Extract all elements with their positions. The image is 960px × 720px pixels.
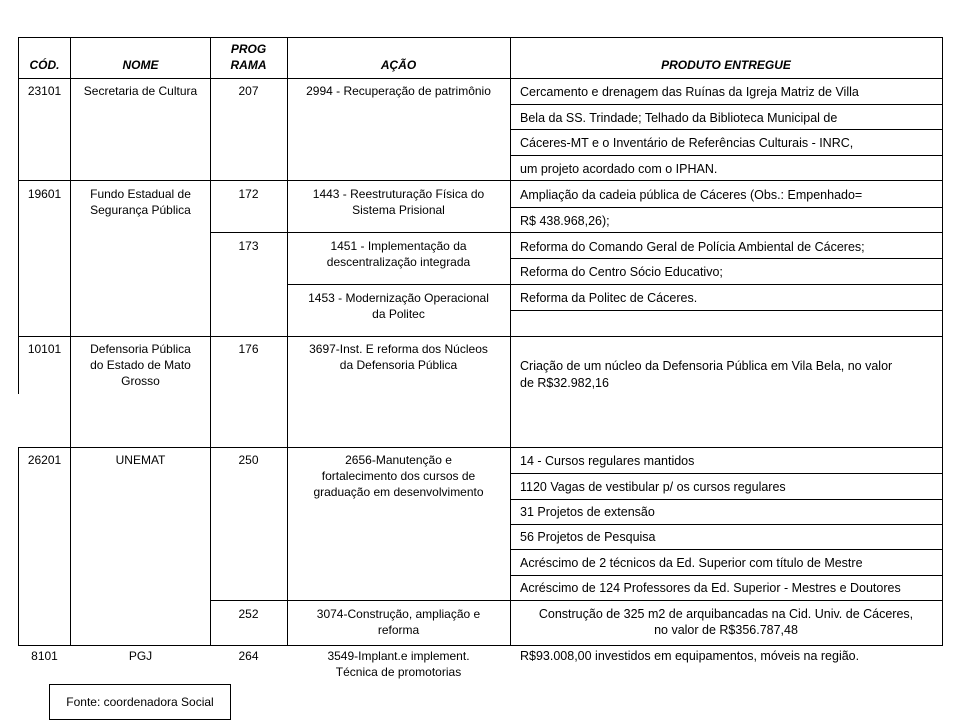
cell-acao-line: Sistema Prisional bbox=[352, 203, 445, 217]
cell-cod: 26201 bbox=[27, 453, 62, 467]
cell-acao bbox=[287, 186, 510, 218]
grid-line bbox=[510, 310, 943, 311]
cell-acao-line: 3549-Implant.e implement. bbox=[327, 649, 470, 663]
cell-nome-line: Defensoria Pública bbox=[90, 342, 191, 356]
cell-acao bbox=[287, 290, 510, 322]
grid-line bbox=[510, 207, 943, 208]
cell-nome: Secretaria de Cultura bbox=[83, 84, 198, 98]
cell-programa: 207 bbox=[238, 84, 259, 98]
cell-acao: 2994 - Recuperação de patrimônio bbox=[306, 84, 491, 98]
cell-nome: UNEMAT bbox=[115, 453, 166, 467]
cell-produto: R$ 438.968,26); bbox=[520, 214, 610, 228]
cell-nome: PGJ bbox=[128, 649, 153, 663]
cell-nome bbox=[70, 186, 211, 218]
cell-acao-line: Técnica de promotorias bbox=[335, 665, 462, 679]
cell-acao bbox=[287, 238, 510, 270]
cell-nome bbox=[70, 341, 211, 389]
grid-line bbox=[510, 104, 943, 105]
cell-acao bbox=[287, 606, 510, 638]
cell-cod: 19601 bbox=[27, 187, 62, 201]
cell-produto: 56 Projetos de Pesquisa bbox=[520, 530, 656, 544]
cell-programa: 264 bbox=[238, 649, 259, 663]
cell-produto: Acréscimo de 124 Professores da Ed. Superior - Mestres e Doutores bbox=[520, 581, 901, 595]
cell-programa: 252 bbox=[238, 607, 259, 621]
cell-produto: R$93.008,00 investidos em equipamentos, móveis na região. bbox=[520, 649, 860, 663]
grid-line bbox=[18, 336, 943, 337]
header-programa-line: RAMA bbox=[230, 58, 267, 72]
cell-acao-line: da Defensoria Pública bbox=[339, 358, 458, 372]
cell-acao-line: reforma bbox=[377, 623, 420, 637]
grid-line bbox=[287, 284, 943, 285]
cell-acao-line: graduação em desenvolvimento bbox=[313, 485, 484, 499]
cell-produto: Bela da SS. Trindade; Telhado da Biblioteca Municipal de bbox=[520, 111, 838, 125]
grid-line bbox=[510, 473, 943, 474]
cell-produto: Cercamento e drenagem das Ruínas da Igreja Matriz de Villa bbox=[520, 85, 859, 99]
header-acao: AÇÃO bbox=[380, 58, 417, 72]
cell-programa: 173 bbox=[238, 239, 259, 253]
cell-produto-line: Construção de 325 m2 de arquibancadas na Cid. Univ. de Cáceres, bbox=[538, 607, 914, 621]
cell-acao-line: 3697-Inst. E reforma dos Núcleos bbox=[309, 342, 488, 356]
grid-line bbox=[210, 600, 943, 601]
header-produto: PRODUTO ENTREGUE bbox=[661, 58, 791, 72]
cell-cod: 8101 bbox=[31, 649, 58, 663]
cell-programa: 250 bbox=[238, 453, 259, 467]
cell-produto: Reforma do Comando Geral de Polícia Ambiental de Cáceres; bbox=[520, 240, 865, 254]
cell-produto: Reforma da Politec de Cáceres. bbox=[520, 291, 698, 305]
cell-produto: de R$32.982,16 bbox=[520, 376, 609, 390]
grid-line bbox=[510, 549, 943, 550]
cell-produto: 14 - Cursos regulares mantidos bbox=[520, 454, 695, 468]
header-nome: NOME bbox=[122, 58, 159, 72]
cell-cod: 23101 bbox=[27, 84, 62, 98]
cell-acao bbox=[287, 452, 510, 500]
header-cod: CÓD. bbox=[29, 58, 60, 72]
cell-produto: Ampliação da cadeia pública de Cáceres (Obs.: Empenhado= bbox=[520, 188, 863, 202]
cell-cod: 10101 bbox=[27, 342, 62, 356]
grid-line bbox=[510, 258, 943, 259]
cell-produto: um projeto acordado com o IPHAN. bbox=[520, 162, 718, 176]
cell-produto: Reforma do Centro Sócio Educativo; bbox=[520, 265, 723, 279]
grid-line bbox=[510, 155, 943, 156]
cell-acao-line: 2656-Manutenção e bbox=[345, 453, 452, 467]
cell-acao-line: descentralização integrada bbox=[326, 255, 471, 269]
cell-produto-line: no valor de R$356.787,48 bbox=[654, 623, 798, 637]
grid-line bbox=[18, 447, 943, 448]
grid-line bbox=[510, 499, 943, 500]
cell-produto: Criação de um núcleo da Defensoria Pública em Vila Bela, no valor bbox=[520, 359, 893, 373]
cell-nome-line: do Estado de Mato bbox=[90, 358, 191, 372]
cell-acao-line: da Politec bbox=[372, 307, 425, 321]
cell-acao-line: 3074-Construção, ampliação e bbox=[316, 607, 481, 621]
header-programa bbox=[210, 41, 287, 73]
cell-programa: 176 bbox=[238, 342, 259, 356]
cell-acao-line: 1451 - Implementação da bbox=[330, 239, 467, 253]
header-programa-line: PROG bbox=[230, 42, 267, 56]
cell-produto: 31 Projetos de extensão bbox=[520, 505, 655, 519]
cell-nome-line: Segurança Pública bbox=[90, 203, 191, 217]
grid-line bbox=[18, 37, 943, 38]
cell-produto bbox=[510, 606, 942, 638]
source-note: Fonte: coordenadora Social bbox=[49, 684, 231, 720]
cell-acao bbox=[287, 341, 510, 373]
cell-acao-line: fortalecimento dos cursos de bbox=[321, 469, 476, 483]
grid-line bbox=[510, 575, 943, 576]
grid-line bbox=[510, 524, 943, 525]
cell-nome-line: Fundo Estadual de bbox=[90, 187, 191, 201]
cell-nome-line: Grosso bbox=[121, 374, 160, 388]
grid-line bbox=[18, 447, 19, 645]
cell-acao bbox=[287, 648, 510, 680]
cell-programa: 172 bbox=[238, 187, 259, 201]
cell-acao-line: 1453 - Modernização Operacional bbox=[308, 291, 489, 305]
grid-line bbox=[18, 180, 943, 181]
cell-produto: Acréscimo de 2 técnicos da Ed. Superior com título de Mestre bbox=[520, 556, 863, 570]
grid-line bbox=[210, 232, 943, 233]
grid-line bbox=[18, 645, 943, 646]
cell-produto: 1120 Vagas de vestibular p/ os cursos regulares bbox=[520, 480, 786, 494]
cell-acao-line: 1443 - Reestruturação Física do bbox=[312, 187, 485, 201]
grid-line bbox=[18, 78, 943, 79]
cell-produto: Cáceres-MT e o Inventário de Referências Culturais - INRC, bbox=[520, 136, 854, 150]
grid-line bbox=[510, 129, 943, 130]
